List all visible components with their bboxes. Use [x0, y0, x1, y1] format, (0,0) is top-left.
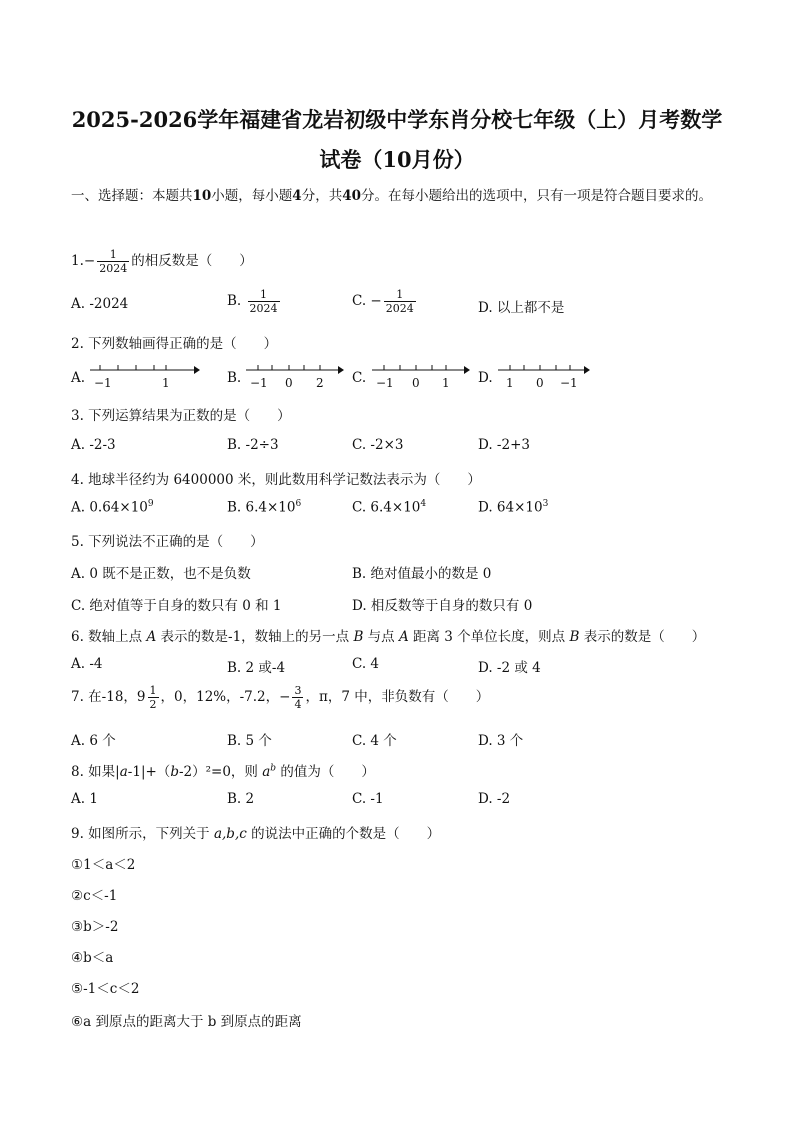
q2-c-tick-label: 0	[412, 376, 420, 390]
q2-number-line-c	[370, 361, 470, 391]
question-6-stem: 6. 数轴上点 A 表示的数是-1，数轴上的另一点 B 与点 A 距离 3 个单位长度，则点 B 表示的数是（ ）	[71, 629, 706, 645]
q2-c-tick-label: −1	[376, 376, 394, 390]
q9-statement: ③b＞-2	[71, 919, 119, 935]
q7-option-d: D. 3 个	[478, 733, 524, 749]
q6-option-c: C. 4	[352, 656, 380, 672]
q9-statement: ⑤-1＜c＜2	[71, 981, 140, 997]
q2-d-tick-label: −1	[560, 376, 578, 390]
question-5-stem: 5. 下列说法不正确的是（ ）	[71, 534, 264, 550]
q2-number-line-a	[88, 361, 200, 391]
q6-option-b: B. 2 或-4	[227, 660, 286, 676]
q4-option-a: A. $0.64\times 10^9$	[71, 499, 154, 516]
q8-option-a: A. 1	[71, 791, 98, 807]
question-3-stem: 3. 下列运算结果为正数的是（ ）	[71, 408, 291, 424]
q2-c-tick-label: 1	[442, 376, 450, 390]
q1-option-a: A. -2024	[71, 296, 129, 312]
q2-b-tick-label: 2	[316, 376, 324, 390]
q2-a-tick-label: 1	[162, 376, 170, 390]
q1-option-c: C. − $\frac{1}{2024}$	[352, 288, 414, 315]
q9-statement: ④b＜a	[71, 950, 114, 966]
q1-option-d: D. 以上都不是	[478, 300, 565, 316]
q6-option-a: A. -4	[71, 656, 103, 672]
q2-d-tick-label: 1	[506, 376, 514, 390]
q4-option-c: C. $6.4\times 10^4$	[352, 499, 427, 516]
question-7-stem: 7. 在-18，9 $\frac{1}{2}$ ，0，12%，-7.2，− $\frac{3}{4}$ ，π，7 中，非负数有（ ）	[71, 684, 490, 711]
question-8-stem: 8. 如果|a-1|+（b-2）²=0，则 $a^b$ 的值为（ ）	[71, 763, 375, 780]
q2-b-tick-label: −1	[250, 376, 268, 390]
q2-option-b-label: B.	[227, 370, 242, 386]
question-4-stem: 4. 地球半径约为 6400000 米，则此数用科学记数法表示为（ ）	[71, 472, 481, 488]
q3-option-c: C. -2×3	[352, 437, 404, 453]
exam-title-line2: 试卷（10月份）	[319, 147, 475, 172]
q8-option-b: B. 2	[227, 791, 255, 807]
q4-option-b: B. $6.4\times 10^6$	[227, 499, 302, 516]
q2-b-tick-label: 0	[285, 376, 293, 390]
q8-option-c: C. -1	[352, 791, 384, 807]
q2-number-line-b	[244, 361, 344, 391]
q4-option-d: D. $64\times 10^3$	[478, 499, 549, 516]
question-9-stem: 9. 如图所示，下列关于 a,b,c 的说法中正确的个数是（ ）	[71, 826, 441, 842]
q7-option-a: A. 6 个	[71, 733, 116, 749]
q9-statement: ②c＜-1	[71, 888, 118, 904]
question-2-stem: 2. 下列数轴画得正确的是（ ）	[71, 336, 278, 352]
q2-option-d-label: D.	[478, 370, 493, 386]
q1-option-b: B. $\frac{1}{2024}$	[227, 288, 278, 315]
q5-option-a: A. 0 既不是正数，也不是负数	[71, 566, 251, 582]
q8-option-d: D. -2	[478, 791, 511, 807]
q2-option-a-label: A.	[71, 370, 86, 386]
section-heading: 一、选择题：本题共10小题，每小题4分，共40分。在每小题给出的选项中，只有一项是符合题目要求的。	[71, 188, 712, 204]
q3-option-d: D. -2+3	[478, 437, 530, 453]
exam-title-line1: 2025-2026学年福建省龙岩初级中学东肖分校七年级（上）月考数学	[71, 107, 723, 132]
question-1-stem: 1.− $\frac{1}{2024}$ 的相反数是（ ）	[71, 248, 253, 275]
q2-d-tick-label: 0	[536, 376, 544, 390]
q2-a-tick-label: −1	[94, 376, 112, 390]
q7-option-b: B. 5 个	[227, 733, 272, 749]
q2-option-c-label: C.	[352, 370, 367, 386]
q5-option-c: C. 绝对值等于自身的数只有 0 和 1	[71, 598, 282, 614]
q3-option-b: B. -2÷3	[227, 437, 279, 453]
q3-option-a: A. -2-3	[71, 437, 116, 453]
q5-option-b: B. 绝对值最小的数是 0	[352, 566, 492, 582]
q7-option-c: C. 4 个	[352, 733, 397, 749]
q6-option-d: D. -2 或 4	[478, 660, 541, 676]
q9-statement: ①1＜a＜2	[71, 857, 136, 873]
q2-number-line-d	[496, 361, 596, 391]
q5-option-d: D. 相反数等于自身的数只有 0	[352, 598, 533, 614]
q9-statement: ⑥a 到原点的距离大于 b 到原点的距离	[71, 1014, 302, 1030]
